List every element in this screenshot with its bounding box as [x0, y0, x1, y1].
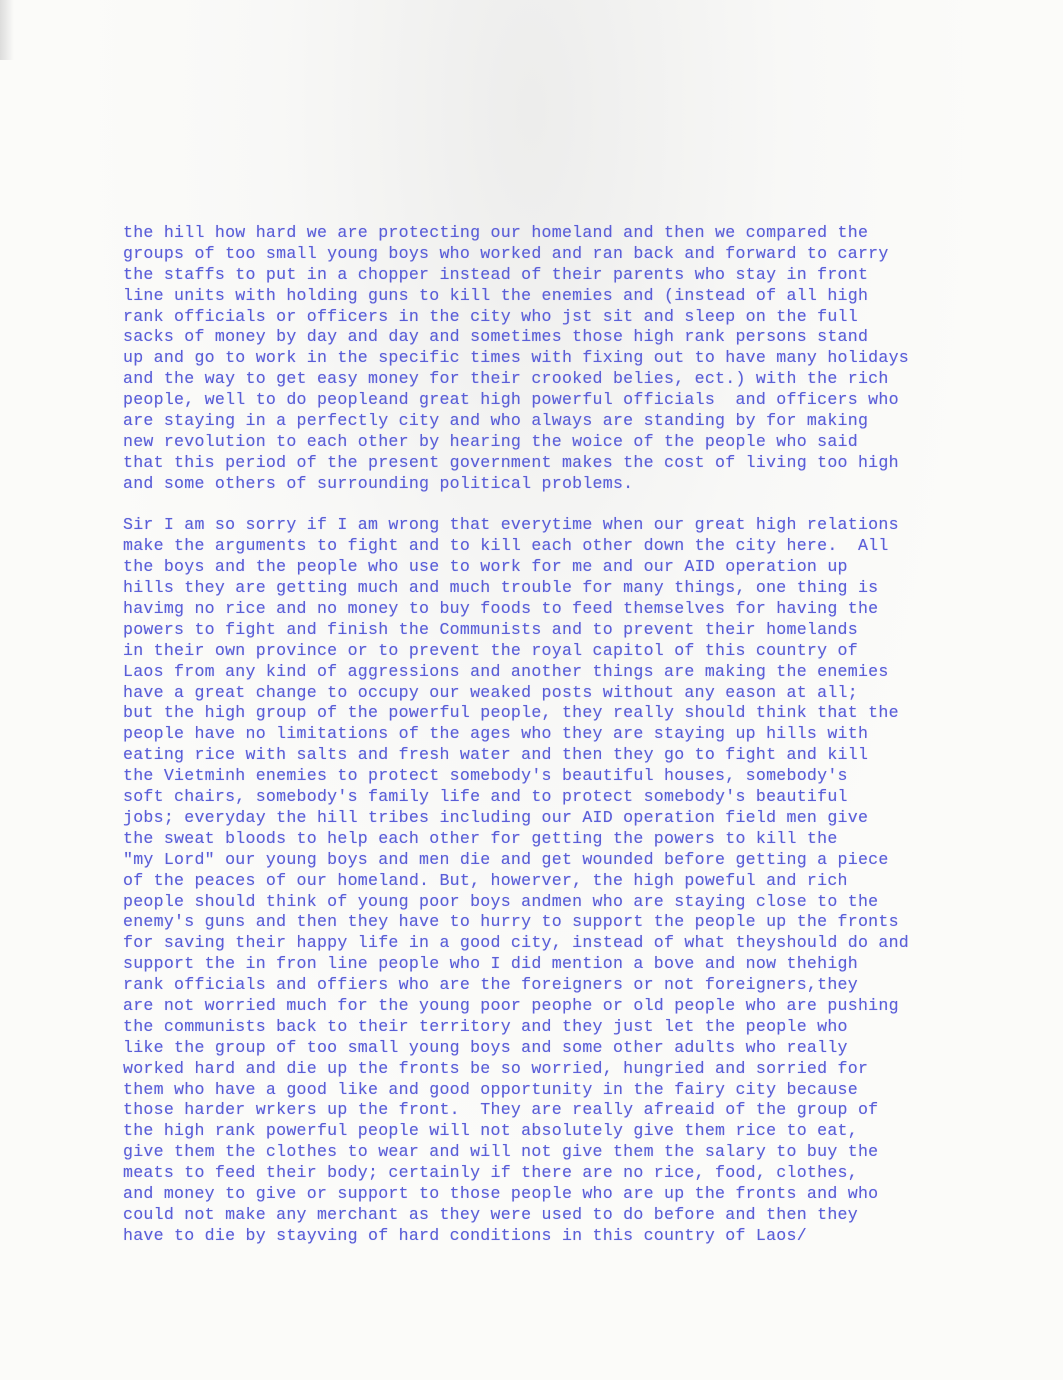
text-line: Sir I am so sorry if I am wrong that everytime when our great high relations [123, 515, 899, 535]
text-line: the hill how hard we are protecting our homeland and then we compared the [123, 223, 869, 242]
text-line: eating rice with salts and fresh water and then they go to fight and kill [123, 745, 869, 765]
text-line: worked hard and die up the fronts be so worried, hungried and sorried for [123, 1058, 869, 1078]
text-line: people, well to do peopleand great high powerful officials and officers who [123, 390, 899, 410]
text-line: meats to feed their body; certainly if there are no rice, food, clothes, [123, 1163, 858, 1183]
text-line: have to die by stayving of hard conditions in this country of Laos/ [123, 1225, 807, 1245]
text-line: of the peaces of our homeland. But, howerver, the high poweful and rich [123, 870, 848, 890]
text-line: Laos from any kind of aggressions and another things are making the enemies [123, 661, 889, 681]
text-line: powers to fight and finish the Communists and to prevent their homelands [123, 619, 858, 639]
text-line: hills they are getting much and much trouble for many things, one thing is [123, 578, 879, 598]
text-line: that this period of the present government makes the cost of living too high [123, 452, 899, 472]
text-line: groups of too small young boys who worked and ran back and forward to carry [123, 243, 889, 263]
text-line: the Vietminh enemies to protect somebody's beautiful houses, somebody's [123, 766, 848, 786]
text-line: for saving their happy life in a good city, instead of what theyshould do and [123, 933, 910, 953]
typed-letter-body [123, 223, 943, 1247]
text-line: are staying in a perfectly city and who always are standing by for making [123, 411, 869, 431]
text-line: jobs; everyday the hill tribes including our AID operation field men give [123, 807, 869, 827]
text-line: sacks of money by day and day and sometimes those high rank persons stand [123, 327, 869, 347]
text-line: the staffs to put in a chopper instead of their parents who stay in front [123, 264, 869, 284]
text-line: give them the clothes to wear and will not give them the salary to buy the [123, 1142, 879, 1162]
text-line: people should think of young poor boys andmen who are staying close to the [123, 891, 879, 911]
paragraph-gap [123, 495, 943, 516]
text-line: in their own province or to prevent the royal capitol of this country of [123, 640, 858, 660]
text-line: havimg no rice and no money to buy foods to feed themselves for having the [123, 599, 879, 619]
text-line: people have no limitations of the ages who they are staying up hills with [123, 724, 869, 744]
paragraph-1 [123, 223, 943, 495]
paragraph-2 [123, 515, 943, 1246]
text-line: but the high group of the powerful people, they really should think that the [123, 703, 899, 723]
text-line: have a great change to occupy our weaked posts without any eason at all; [123, 682, 858, 702]
text-line: the communists back to their territory and they just let the people who [123, 1016, 848, 1036]
text-line: soft chairs, somebody's family life and to protect somebody's beautiful [123, 787, 848, 807]
text-line: rank officials and offiers who are the foreigners or not foreigners,they [123, 975, 858, 995]
text-line: up and go to work in the specific times with fixing out to have many holidays [123, 348, 910, 368]
text-line: "my Lord" our young boys and men die and get wounded before getting a piece [123, 849, 889, 869]
text-line: are not worried much for the young poor peophe or old people who are pushing [123, 995, 899, 1015]
text-line: could not make any merchant as they were used to do before and then they [123, 1204, 858, 1224]
text-line: and some others of surrounding political problems. [123, 473, 634, 493]
text-line: and money to give or support to those people who are up the fronts and who [123, 1183, 879, 1203]
text-line: support the in fron line people who I did mention a bove and now thehigh [123, 954, 858, 974]
text-line: the high rank powerful people will not absolutely give them rice to eat, [123, 1121, 858, 1141]
text-line: and the way to get easy money for their crooked belies, ect.) with the rich [123, 369, 889, 389]
text-line: new revolution to each other by hearing the woice of the people who said [123, 431, 858, 451]
text-line: rank officials or officers in the city who jst sit and sleep on the full [123, 306, 858, 326]
text-line: enemy's guns and then they have to hurry to support the people up the fronts [123, 912, 899, 932]
text-line: them who have a good like and good opportunity in the fairy city because [123, 1079, 858, 1099]
text-line: line units with holding guns to kill the enemies and (instead of all high [123, 285, 869, 305]
text-line: like the group of too small young boys and some other adults who really [123, 1037, 848, 1057]
text-line: the sweat bloods to help each other for getting the powers to kill the [123, 828, 838, 848]
page-corner-shadow [0, 0, 14, 60]
text-line: those harder wrkers up the front. They are really afreaid of the group of [123, 1100, 879, 1120]
text-line: make the arguments to fight and to kill each other down the city here. All [123, 536, 889, 556]
text-line: the boys and the people who use to work for me and our AID operation up [123, 557, 848, 577]
